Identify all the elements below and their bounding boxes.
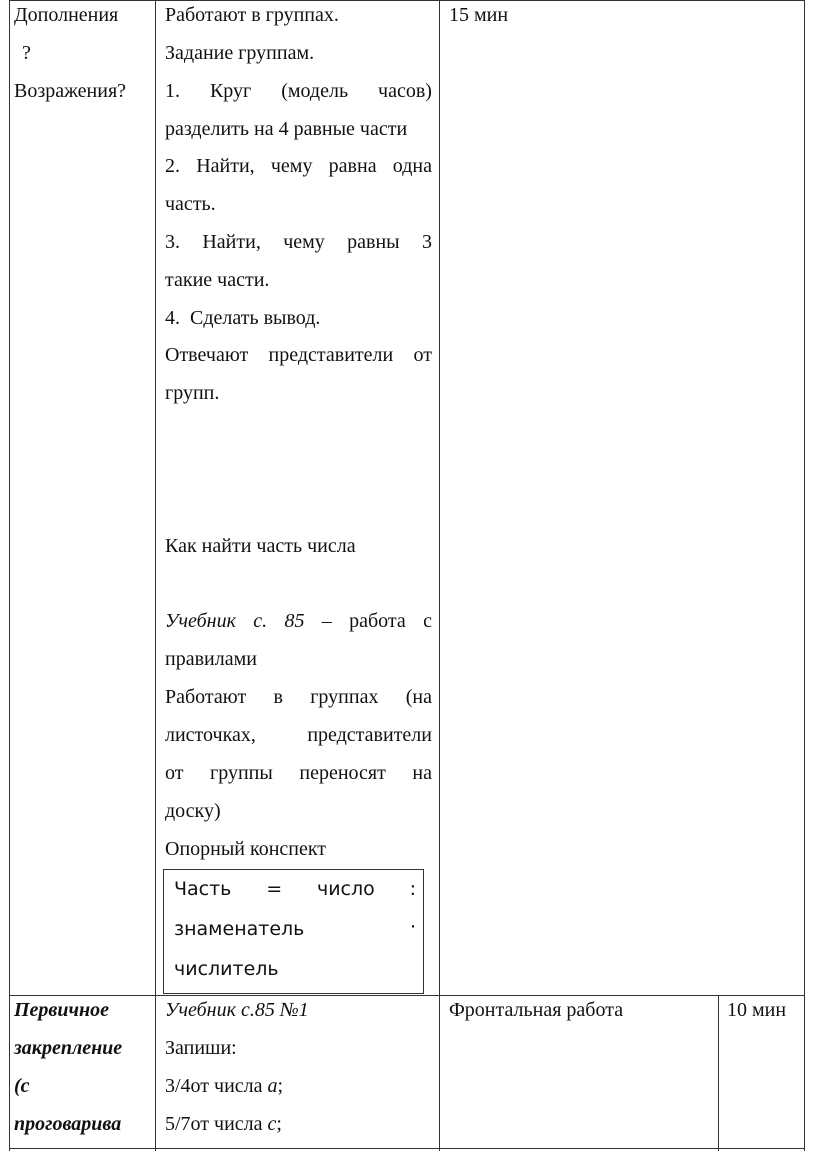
stage2-expression-1: 3/4от числа а; <box>165 1075 284 1097</box>
formula-line-2-operator: · <box>410 916 417 938</box>
table-border-left <box>9 0 10 1151</box>
formula-line-3: числитель <box>174 958 279 980</box>
activity-line-16: листочках, представители <box>165 724 432 746</box>
row-divider <box>9 995 805 996</box>
activity-line-11: групп. <box>165 382 220 404</box>
stage2-textbook-ref: Учебник с.85 №1 <box>165 999 309 1021</box>
stage2-line-1: Первичное <box>14 999 109 1021</box>
table-border-top <box>9 0 804 1</box>
stage2-instruction: Запиши: <box>165 1037 237 1059</box>
stage2-work-form: Фронтальная работа <box>449 999 624 1021</box>
stage2-line-2: закрепление <box>14 1037 123 1059</box>
textbook-reference-line: Учебник с. 85 – работа с <box>165 610 432 632</box>
activity-line-1: Работают в группах. <box>165 4 339 26</box>
column-divider-3 <box>718 995 719 1151</box>
table-border-right <box>804 0 805 1151</box>
stage-label-line1: Дополнения <box>14 4 119 26</box>
activity-line-19: Опорный конспект <box>165 838 327 860</box>
column-divider-1 <box>155 0 156 1151</box>
activity-line-4: разделить на 4 равные части <box>165 118 408 140</box>
activity-line-3: 1. Круг (модель часов) <box>165 80 432 102</box>
column-divider-2 <box>439 0 440 1151</box>
activity-line-15: Работают в группах (на <box>165 686 432 708</box>
activity-line-9: 4. Сделать вывод. <box>165 307 321 329</box>
stage-label-line3: Возражения? <box>14 80 127 102</box>
stage-label-line2: ? <box>22 42 31 64</box>
stage2-expression-2: 5/7от числа с; <box>165 1113 282 1135</box>
duration-row2: 10 мин <box>727 999 787 1021</box>
activity-line-10: Отвечают представители от <box>165 344 432 366</box>
stage2-line-3: (с <box>14 1075 30 1097</box>
activity-line-2: Задание группам. <box>165 42 315 64</box>
stage2-line-4: проговарива <box>14 1113 122 1135</box>
formula-line-1: Часть = число : <box>174 878 416 900</box>
activity-line-18: доску) <box>165 800 221 822</box>
table-border-bottom <box>9 1148 805 1149</box>
activity-line-8: такие части. <box>165 269 270 291</box>
duration-row1: 15 мин <box>449 4 509 26</box>
formula-line-2: знаменатель <box>174 918 305 940</box>
activity-question: Как найти часть числа <box>165 535 356 557</box>
activity-line-7: 3. Найти, чему равны 3 <box>165 231 432 253</box>
activity-line-5: 2. Найти, чему равна одна <box>165 155 432 177</box>
activity-line-6: часть. <box>165 193 216 215</box>
activity-line-17: от группы переносят на <box>165 762 432 784</box>
activity-line-14: правилами <box>165 648 257 670</box>
